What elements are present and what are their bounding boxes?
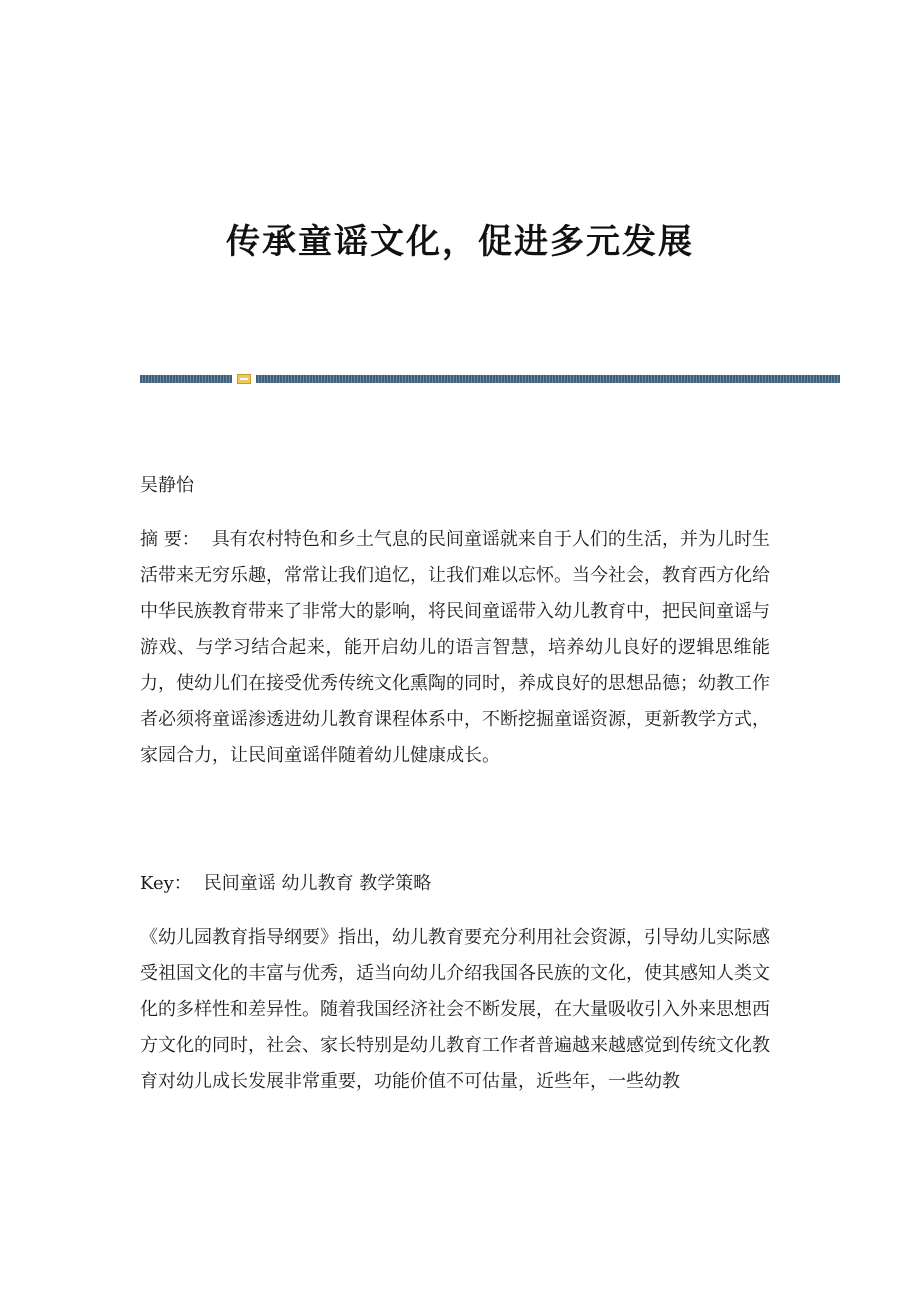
abstract-text: 具有农村特色和乡土气息的民间童谣就来自于人们的生活，并为儿时生活带来无穷乐趣，常常让我们追忆，让我们难以忘怀。当今社会，教育西方化给中华民族教育带来了非常大的影响，将民间童谣带入幼儿教育中，把民间童谣与游戏、与学习结合起来，能开启幼儿的语言智慧，培养幼儿良好的逻辑思维能力，使幼儿们在接受优秀传统文化熏陶的同时，养成良好的思想品德；幼教工作者必须将童谣渗透进幼儿教育课程体系中，不断挖掘童谣资源，更新教学方式，家园合力，让民间童谣伴随着幼儿健康成长。 xyxy=(140,529,770,766)
keywords xyxy=(140,866,770,902)
abstract xyxy=(140,522,770,774)
author-name: 吴静怡 xyxy=(140,475,194,496)
body-paragraph: 《幼儿园教育指导纲要》指出，幼儿教育要充分利用社会资源，引导幼儿实际感受祖国文化的丰富与优秀，适当向幼儿介绍我国各民族的文化，使其感知人类文化的多样性和差异性。随着我国经济社会不断发展，在大量吸收引入外来思想西方文化的同时，社会、家长特别是幼儿教育工作者普遍越来越感觉到传统文化教育对幼儿成长发展非常重要，功能价值不可估量，近些年，一些幼教 xyxy=(140,927,770,1092)
keywords-label: Key： xyxy=(140,873,192,894)
divider-bar-left xyxy=(140,375,232,383)
abstract-label: 摘 要： xyxy=(140,529,200,550)
title-divider xyxy=(140,374,840,384)
keywords-text: 民间童谣 幼儿教育 教学策略 xyxy=(203,873,432,894)
document-title: 传承童谣文化，促进多元发展 xyxy=(226,222,694,262)
envelope-icon xyxy=(237,374,251,384)
divider-bar-right xyxy=(256,375,840,383)
